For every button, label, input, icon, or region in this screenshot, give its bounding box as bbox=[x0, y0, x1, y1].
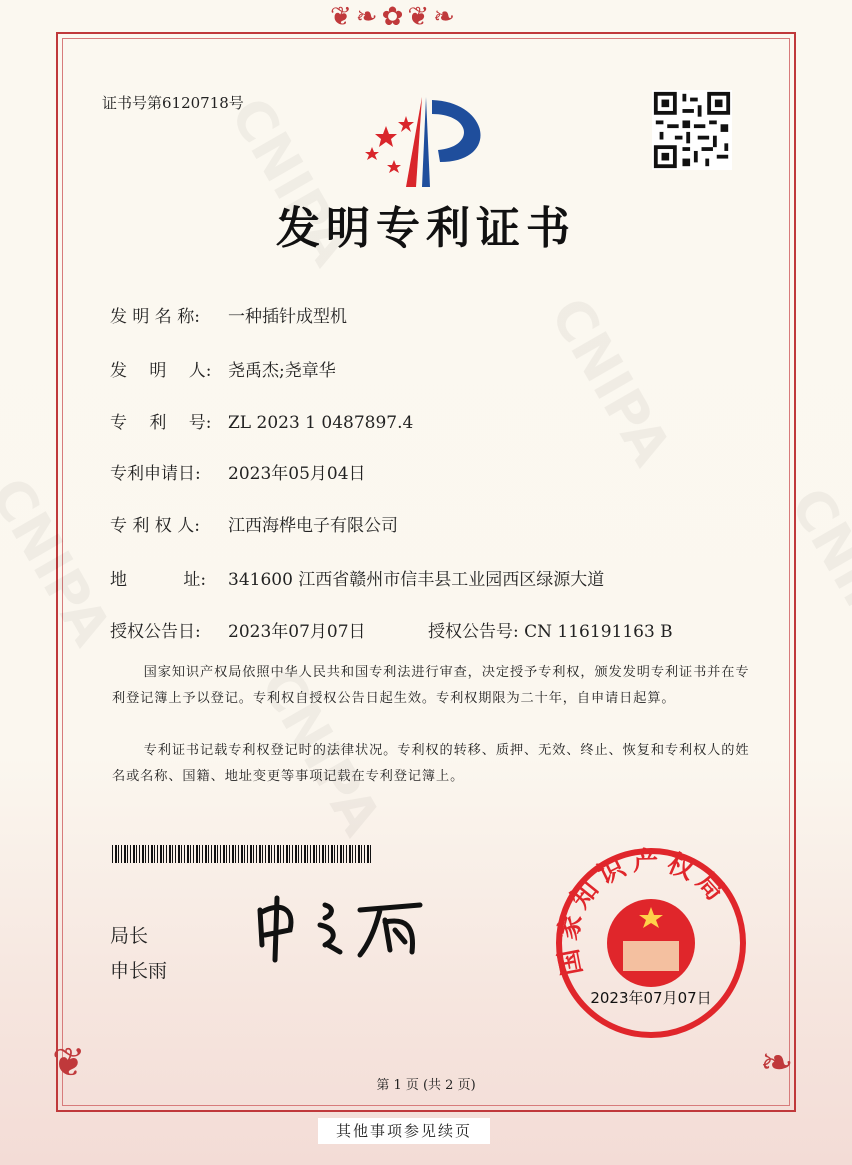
field-patent-number bbox=[110, 408, 413, 433]
field-label: 专 利 权 人: bbox=[110, 516, 200, 536]
field-value: 尧禹杰;尧章华 bbox=[228, 361, 336, 381]
seal-date: 2023年07月07日 bbox=[590, 989, 712, 1007]
barcode bbox=[112, 845, 372, 863]
field-value: 江西海桦电子有限公司 bbox=[228, 516, 398, 536]
field-label: 专利申请日: bbox=[110, 464, 201, 484]
signatory-name: 申长雨 bbox=[110, 960, 168, 982]
field-inventor bbox=[110, 356, 336, 381]
field-label: 授权公告日: bbox=[110, 622, 201, 642]
seal-text: 国家知识产权局 bbox=[553, 846, 734, 978]
corner-ornament-right: ❧ bbox=[760, 1040, 794, 1086]
page-number: 第 1 页 (共 2 页) bbox=[376, 1078, 476, 1093]
field-address bbox=[110, 565, 604, 590]
field-value: CN 116191163 B bbox=[524, 622, 673, 642]
field-application-date bbox=[110, 459, 366, 484]
field-invention-name bbox=[110, 302, 347, 327]
field-value: 一种插针成型机 bbox=[228, 307, 347, 327]
field-label: 发 明 名 称: bbox=[110, 307, 200, 327]
cnipa-logo bbox=[360, 92, 495, 192]
signature bbox=[240, 890, 440, 965]
certificate-number: 证书号第6120718号 bbox=[102, 94, 244, 112]
statement-paragraph: 专利证书记载专利权登记时的法律状况。专利权的转移、质押、无效、终止、恢复和专利权人的姓名或名称、国籍、地址变更等事项记载在专利登记簿上。 bbox=[112, 743, 750, 784]
field-label: 地 址: bbox=[110, 570, 207, 590]
field-label: 发 明 人: bbox=[110, 361, 212, 381]
continued-note: 其他事项参见续页 bbox=[318, 1118, 490, 1144]
official-seal bbox=[553, 845, 749, 1041]
statement-paragraph: 国家知识产权局依照中华人民共和国专利法进行审查，决定授予专利权，颁发发明专利证书并在专利登记簿上予以登记。专利权自授权公告日起生效。专利权期限为二十年，自申请日起算。 bbox=[112, 665, 750, 706]
field-announcement-number bbox=[428, 617, 673, 642]
signatory-title: 局长 bbox=[110, 925, 149, 947]
field-value: 2023年05月04日 bbox=[228, 464, 366, 484]
field-value: ZL 2023 1 0487897.4 bbox=[228, 413, 414, 433]
top-ornament: ❦❧✿❦❧ bbox=[330, 2, 459, 32]
qr-code[interactable] bbox=[652, 90, 732, 170]
page-title: 发明专利证书 bbox=[276, 203, 576, 254]
field-grant-date bbox=[110, 617, 366, 642]
field-label: 专 利 号: bbox=[110, 413, 212, 433]
field-value: 341600 江西省赣州市信丰县工业园西区绿源大道 bbox=[228, 570, 605, 590]
corner-ornament-left: ❦ bbox=[52, 1040, 86, 1086]
field-label: 授权公告号: bbox=[428, 622, 519, 642]
field-value: 2023年07月07日 bbox=[228, 622, 366, 642]
field-patentee bbox=[110, 511, 398, 536]
